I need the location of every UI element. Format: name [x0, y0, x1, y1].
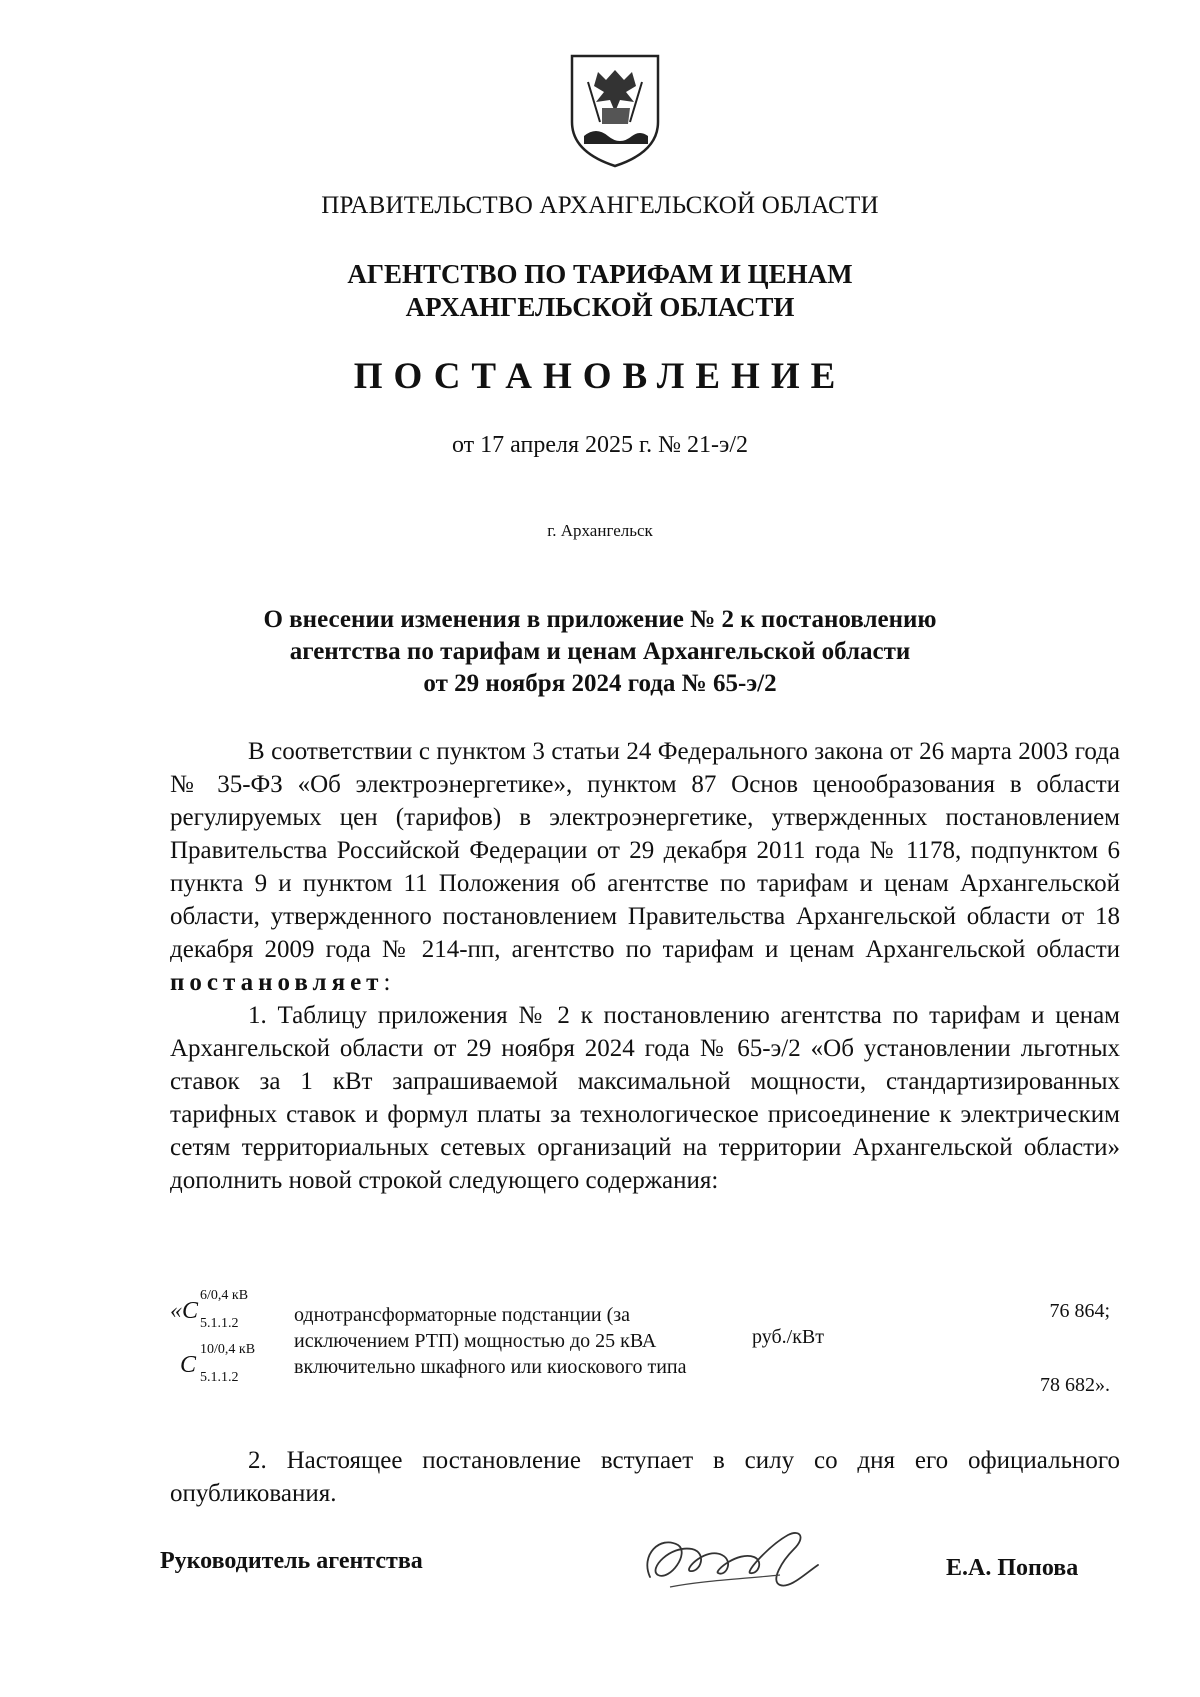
- decree-colon: :: [383, 969, 391, 996]
- document-type: ПОСТАНОВЛЕНИЕ: [353, 356, 847, 397]
- formula-1-subscript: 5.1.1.2: [200, 1316, 239, 1331]
- rate-value-1: 76 864;: [1049, 1300, 1110, 1322]
- formula-2: [180, 1342, 256, 1385]
- formula-2-superscript: 10/0,4 кВ: [200, 1342, 256, 1357]
- preamble-paragraph: [170, 735, 1120, 999]
- agency-heading-line1: АГЕНТСТВО ПО ТАРИФАМ И ЦЕНАМ: [347, 259, 853, 289]
- signatory-name: Е.А. Попова: [946, 1555, 1079, 1581]
- document-title-line2: агентства по тарифам и ценам Архангельской области: [289, 638, 911, 665]
- document-date-number: от 17 апреля 2025 г. № 21-э/2: [451, 432, 748, 458]
- agency-heading: [0, 258, 1200, 324]
- document-body: [170, 735, 1120, 1197]
- document-city: г. Архангельск: [547, 521, 653, 540]
- preamble-text: В соответствии с пунктом 3 статьи 24 Федерального закона от 26 марта 2003 года № 35-ФЗ «Об электроэнергетике», пунктом 87 Основ ценообразования в области регулируемых цен (тарифов) в электроэнергетике, утвержденных постановлением Правительства Российской Федерации от 29 декабря 2011 года № 1178, подпунктом 6 пункта 9 и пунктом 11 Положения об агентстве по тарифам и ценам Архангельской области, утвержденного постановлением Правительства Архангельской области от 18 декабря 2009 года № 214-пп, агентство по тарифам и ценам Архангельской области: [170, 738, 1120, 963]
- item-1-paragraph: 1. Таблицу приложения № 2 к постановлению агентства по тарифам и ценам Архангельской области от 29 ноября 2024 года № 65-э/2 «Об установлении льготных ставок за 1 кВт запрашиваемой максимальной мощности, стандартизированных тарифных ставок и формул платы за технологическое присоединение к электрическим сетям территориальных сетевых организаций на территории Архангельской области» дополнить новой строкой следующего содержания:: [170, 1002, 1120, 1194]
- rate-row: [170, 1290, 1120, 1400]
- formula-1: [170, 1288, 249, 1331]
- document-title: [0, 604, 1200, 700]
- decree-word: постановляет: [170, 969, 384, 996]
- handwritten-signature: [630, 1515, 840, 1605]
- formula-2-symbol: C: [180, 1352, 197, 1378]
- rate-description: однотрансформаторные подстанции (за исключением РТП) мощностью до 25 кВА включительно шкафного или киоскового типа: [294, 1304, 687, 1378]
- document-title-line3: от 29 ноября 2024 года № 65-э/2: [423, 670, 777, 697]
- formula-1-symbol: C: [182, 1298, 199, 1324]
- formula-2-subscript: 5.1.1.2: [200, 1370, 239, 1385]
- rate-unit: руб./кВт: [752, 1326, 825, 1348]
- formula-open-quote: «: [170, 1298, 182, 1324]
- agency-heading-line2: АРХАНГЕЛЬСКОЙ ОБЛАСТИ: [405, 292, 795, 322]
- item-2-paragraph: 2. Настоящее постановление вступает в силу со дня его официального опубликования.: [170, 1447, 1120, 1507]
- signatory-role: Руководитель агентства: [160, 1548, 423, 1574]
- coat-of-arms-emblem: [566, 52, 664, 170]
- document-title-line1: О внесении изменения в приложение № 2 к постановлению: [263, 606, 937, 633]
- formula-1-superscript: 6/0,4 кВ: [200, 1288, 249, 1303]
- government-heading: ПРАВИТЕЛЬСТВО АРХАНГЕЛЬСКОЙ ОБЛАСТИ: [321, 192, 879, 219]
- rate-value-2: 78 682».: [1040, 1374, 1110, 1396]
